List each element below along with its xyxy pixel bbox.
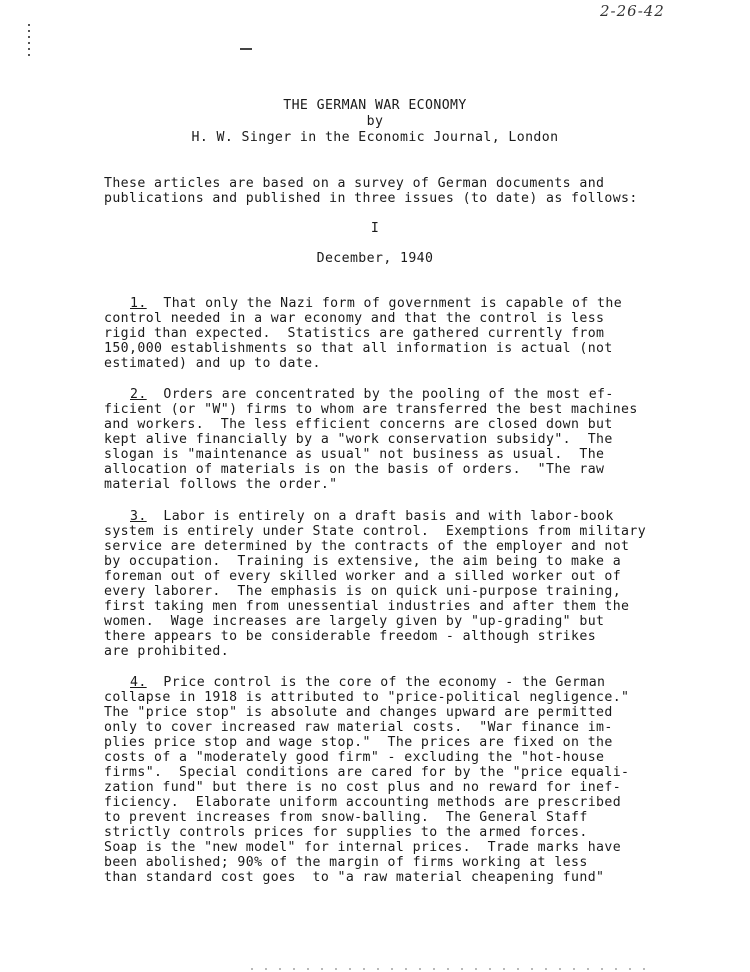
- paragraph-line: by occupation. Training is extensive, the aim being to make a: [104, 554, 622, 569]
- document-title: THE GERMAN WAR ECONOMY: [283, 98, 467, 113]
- byline-author: H. W. Singer in the Economic Journal, London: [191, 130, 559, 145]
- paragraph-line: collapse in 1918 is attributed to "price-political negligence.": [104, 690, 630, 705]
- scan-artifact: [245, 968, 645, 970]
- paragraph-line: are prohibited.: [104, 644, 230, 659]
- paragraph-number: 3.: [130, 509, 147, 524]
- stray-mark: [240, 48, 252, 50]
- paragraph-number: 4.: [130, 675, 147, 690]
- paragraph-line: been abolished; 90% of the margin of firms working at less: [104, 855, 588, 870]
- intro-line: These articles are based on a survey of German documents and: [104, 176, 605, 191]
- paragraph-line: strictly controls prices for supplies to the armed forces.: [104, 825, 588, 840]
- paragraph-text: Price control is the core of the economy - the German: [163, 675, 606, 690]
- paragraph-line: women. Wage increases are largely given by "up-grading" but: [104, 614, 605, 629]
- paragraph-line: and workers. The less efficient concerns are closed down but: [104, 417, 613, 432]
- section-numeral: I: [370, 221, 380, 236]
- paragraph-line: ficiency. Elaborate uniform accounting methods are prescribed: [104, 795, 622, 810]
- paragraph-line: only to cover increased raw material costs. "War finance im-: [104, 720, 613, 735]
- paragraph-line: system is entirely under State control. Exemptions from military: [104, 524, 647, 539]
- paragraph-line: there appears to be considerable freedom - although strikes: [104, 629, 597, 644]
- paragraph-line: slogan is "maintenance as usual" not business as usual. The: [104, 447, 605, 462]
- paragraph-line: firms". Special conditions are cared for by the "price equali-: [104, 765, 630, 780]
- paragraph-line: than standard cost goes to "a raw material cheapening fund": [104, 870, 605, 885]
- margin-marks: [28, 20, 34, 70]
- paragraph-line: material follows the order.": [104, 477, 338, 492]
- paragraph-number: 2.: [130, 387, 147, 402]
- paragraph-line: 150,000 establishments so that all information is actual (not: [104, 341, 613, 356]
- section-date: December, 1940: [316, 251, 434, 266]
- handwritten-date: 2-26-42: [600, 2, 665, 20]
- paragraph-line: allocation of materials is on the basis of orders. "The raw: [104, 462, 605, 477]
- paragraph-3-first-line: [130, 509, 614, 524]
- paragraph-line: every laborer. The emphasis is on quick uni-purpose training,: [104, 584, 622, 599]
- paragraph-line: kept alive financially by a "work conservation subsidy". The: [104, 432, 613, 447]
- paragraph-line: ficient (or "W") firms to whom are transferred the best machines: [104, 402, 638, 417]
- paragraph-2-first-line: [130, 387, 614, 402]
- paragraph-line: plies price stop and wage stop." The prices are fixed on the: [104, 735, 613, 750]
- paragraph-line: service are determined by the contracts of the employer and not: [104, 539, 630, 554]
- paragraph-text: Orders are concentrated by the pooling of the most ef-: [163, 387, 614, 402]
- paragraph-line: rigid than expected. Statistics are gathered currently from: [104, 326, 605, 341]
- paragraph-line: The "price stop" is absolute and changes upward are permitted: [104, 705, 613, 720]
- paragraph-line: Soap is the "new model" for internal prices. Trade marks have: [104, 840, 622, 855]
- paragraph-line: estimated) and up to date.: [104, 356, 321, 371]
- paragraph-1-first-line: [130, 296, 622, 311]
- paragraph-line: first taking men from unessential industries and after them the: [104, 599, 630, 614]
- paragraph-line: costs of a "moderately good firm" - excluding the "hot-house: [104, 750, 605, 765]
- paragraph-line: foreman out of every skilled worker and a silled worker out of: [104, 569, 622, 584]
- paragraph-number: 1.: [130, 296, 147, 311]
- paragraph-line: zation fund" but there is no cost plus and no reward for inef-: [104, 780, 622, 795]
- paragraph-text: Labor is entirely on a draft basis and with labor-book: [163, 509, 614, 524]
- byline-by: by: [366, 114, 384, 129]
- paragraph-4-first-line: [130, 675, 605, 690]
- paragraph-line: control needed in a war economy and that the control is less: [104, 311, 605, 326]
- paragraph-line: to prevent increases from snow-balling. The General Staff: [104, 810, 588, 825]
- paragraph-text: That only the Nazi form of government is capable of the: [163, 296, 623, 311]
- intro-line: publications and published in three issues (to date) as follows:: [104, 191, 638, 206]
